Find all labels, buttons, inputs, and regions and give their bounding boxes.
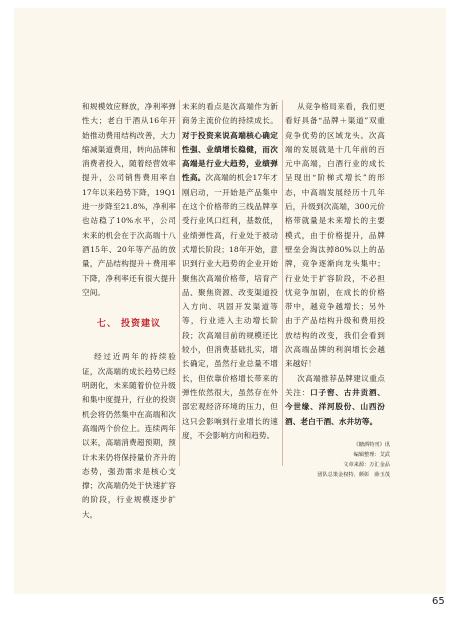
paragraph: 经过近两年的持续验证，次高端的成长趋势已经明朗化，未来随着价位升级和集中度提升，行业的投资机会将仍然集中在高端和次高端两个价位上。连续两年以来，高端消费超预期，预计未来仍将保持量价齐升的态势，强劲需求是核心支撑；次高端仍处于快速扩容的阶段，行业规模逐步扩大，	[82, 352, 176, 519]
text-run: 次高端的机会17年才刚启动，一开始是产品集中在这个价格带的三线品牌享受行业风口红利，基数低，业绩弹性高，行业处于被动式增长阶段；18年开始，意识到行业大趋势的企业开始聚焦次高端价格带，培育产品、聚焦资源、改变渠道投入方向、巩固开发渠道等等，行业进入主动增长阶段；次高端目前的规模还比较小，但消费基础扎实，增长确定，虽然行业总量不增长，但依靠价格增长带来的弹性依然很大，虽然存在外部宏观经济环境的压力，但这只会影响到行业增长的速度，不会影响方向和趋势。	[182, 173, 278, 440]
column-divider	[179, 100, 180, 466]
credit-line: 文章来源：万汇金品	[343, 462, 390, 468]
bold-text-run: 口子窖、古井贡酒、今世缘、洋河股份、山西汾酒、老白干酒、水井坊等。	[285, 387, 385, 426]
paragraph	[285, 372, 385, 429]
credit-line: 团队总策金权特、颜彰 薛玉茂	[317, 472, 390, 478]
credit-line: 编辑整理：艾武	[353, 452, 390, 458]
text-column-2	[182, 100, 278, 443]
bold-text-run: 对于投资来说高端核心确定性强、业绩增长稳健，而次高端是行业大趋势，业绩弹性高。	[182, 130, 278, 183]
text-run: 未来的看点是次高端作为新商务主流价位的持续成长。	[182, 102, 278, 126]
paragraph: 和规模效应释放，净利率弹性大；老白干酒从16年开始推动费用结构改善，大力缩减渠道费用，转向品牌和消费者投入，随着经营效率提升，公司销售费用率自17年以来趋势下降，19Q1进一步降至21.8%，净利率也站稳了10%水平，公司未来的机会在于次高端十八酒15年、20年等产品的放量，产品结构提升＋费用率下降，净利率还有很大提升空间。	[82, 102, 176, 297]
section-title: 七、 投资建议	[96, 319, 162, 330]
text-column-3	[285, 100, 385, 429]
article-credits	[300, 440, 390, 480]
text-run: 次高端推荐品牌建议重点关注：	[285, 373, 385, 397]
column-divider	[282, 100, 283, 466]
credit-line: 《糖酒特刊》讯	[353, 442, 390, 448]
paragraph: 从竞争格局来看，我们更看好具备“品牌＋渠道”双重竞争优势的区域龙头。次高端的发展就是十几年前的百元中高端，白酒行业的成长呈现出“阶梯式增长”的形态，中高端发展经历十几年后，升级到次高端，300元价格带就量是未来增长的主要模式，由于价格提升，品牌壁垒会淘汰掉80%以上的品牌，竞争逐渐向龙头集中；行业处于扩容阶段，不必担忧竞争加剧，在成长的价格带中，越竞争越增长；另外由于产品结构升级和费用投放结构的改变，我们会看到次高端品牌的利润增长会越来越好！	[285, 102, 385, 369]
paragraph	[182, 100, 278, 443]
page-number: 65	[432, 596, 445, 607]
text-column-1	[82, 100, 176, 522]
